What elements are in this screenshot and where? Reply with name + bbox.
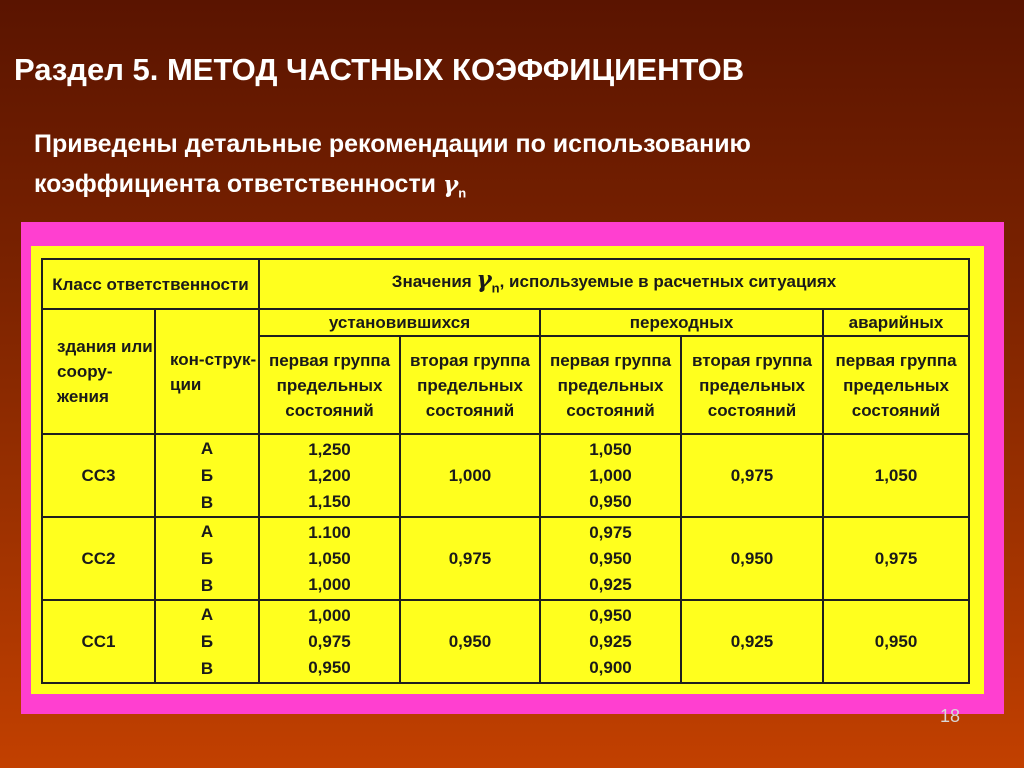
- structures-cell: [155, 434, 259, 517]
- value: 0,925: [589, 574, 632, 594]
- header-row-1: [42, 259, 969, 309]
- table-row-cc1: [42, 600, 969, 683]
- steady-second-cell: 0,950: [400, 600, 540, 683]
- steady-first-cell: [259, 434, 400, 517]
- transient-second-cell: 0,975: [681, 434, 823, 517]
- transient-first-cell: [540, 434, 681, 517]
- value: 0,950: [589, 548, 632, 568]
- steady-second-cell: 1,000: [400, 434, 540, 517]
- header-class-cell: Класс ответственности: [42, 259, 259, 309]
- structure-v: В: [200, 576, 214, 595]
- gamma-letter: γ: [443, 171, 459, 198]
- subtitle-line-1: Приведены детальные рекомендации по использованию: [34, 130, 751, 158]
- header-values-suffix: , используемые в расчетных ситуациях: [499, 272, 837, 292]
- transient-second-cell: 0,950: [681, 517, 823, 600]
- table-row-cc3: [42, 434, 969, 517]
- table-panel: [31, 246, 984, 694]
- value: 1,000: [308, 605, 351, 625]
- header-gamma-symbol: [476, 266, 500, 296]
- value: 1,050: [589, 439, 632, 459]
- gamma-n-symbol: [443, 171, 467, 201]
- value: 0,975: [589, 522, 632, 542]
- value: 0,950: [308, 657, 351, 677]
- steady-second-cell: 0,975: [400, 517, 540, 600]
- table-frame: [21, 222, 1004, 714]
- header-values-cell: [259, 259, 969, 309]
- structures-cell: [155, 517, 259, 600]
- slide-title: Раздел 5. МЕТОД ЧАСТНЫХ КОЭФФИЦИЕНТОВ: [14, 52, 745, 87]
- structure-a: А: [200, 605, 214, 624]
- value: 1,000: [308, 574, 351, 594]
- header-emergency: аварийных: [823, 309, 969, 336]
- class-cell: СС3: [42, 434, 155, 517]
- value: 0,950: [589, 491, 632, 511]
- header-steady-first: первая группа предельных состояний: [259, 336, 400, 434]
- subtitle-line-2-text: коэффициента ответственности: [34, 170, 437, 198]
- value: 0,975: [308, 631, 351, 651]
- value: 1,000: [589, 465, 632, 485]
- gamma-subscript: n: [458, 185, 467, 201]
- steady-first-cell: [259, 517, 400, 600]
- table-row-cc2: [42, 517, 969, 600]
- structure-a: А: [200, 522, 214, 541]
- value: 1,050: [308, 548, 351, 568]
- header-buildings: здания или соору-жения: [42, 309, 155, 434]
- structure-v: В: [200, 493, 214, 512]
- header-values-prefix: Значения: [391, 272, 472, 292]
- transient-first-cell: [540, 517, 681, 600]
- header-transient: переходных: [540, 309, 823, 336]
- class-cell: СС2: [42, 517, 155, 600]
- value: 1.100: [308, 522, 351, 542]
- value: 0,925: [589, 631, 632, 651]
- header-emergency-first: первая группа предельных состояний: [823, 336, 969, 434]
- header-steady-second: вторая группа предельных состояний: [400, 336, 540, 434]
- header-transient-first: первая группа предельных состояний: [540, 336, 681, 434]
- steady-first-cell: [259, 600, 400, 683]
- value: 1,200: [308, 465, 351, 485]
- emergency-first-cell: 0,975: [823, 517, 969, 600]
- structure-v: В: [200, 659, 214, 678]
- header-structures: кон-струк-ции: [155, 309, 259, 434]
- header-gamma-letter: γ: [476, 266, 492, 294]
- header-gamma-subscript: n: [491, 280, 500, 296]
- page-number: 18: [939, 706, 960, 726]
- value: 0,900: [589, 657, 632, 677]
- header-steady: установившихся: [259, 309, 540, 336]
- structure-a: А: [200, 439, 214, 458]
- value: 1,250: [308, 439, 351, 459]
- structure-b: Б: [200, 466, 214, 485]
- structure-b: Б: [200, 549, 214, 568]
- header-transient-second: вторая группа предельных состояний: [681, 336, 823, 434]
- subtitle-line-2: [34, 164, 751, 214]
- slide-subtitle: [34, 124, 751, 214]
- transient-first-cell: [540, 600, 681, 683]
- coefficients-table: [41, 258, 970, 684]
- emergency-first-cell: 1,050: [823, 434, 969, 517]
- value: 0,950: [589, 605, 632, 625]
- value: 1,150: [308, 491, 351, 511]
- transient-second-cell: 0,925: [681, 600, 823, 683]
- structure-b: Б: [200, 632, 214, 651]
- structures-cell: [155, 600, 259, 683]
- class-cell: СС1: [42, 600, 155, 683]
- emergency-first-cell: 0,950: [823, 600, 969, 683]
- header-row-2: [42, 309, 969, 336]
